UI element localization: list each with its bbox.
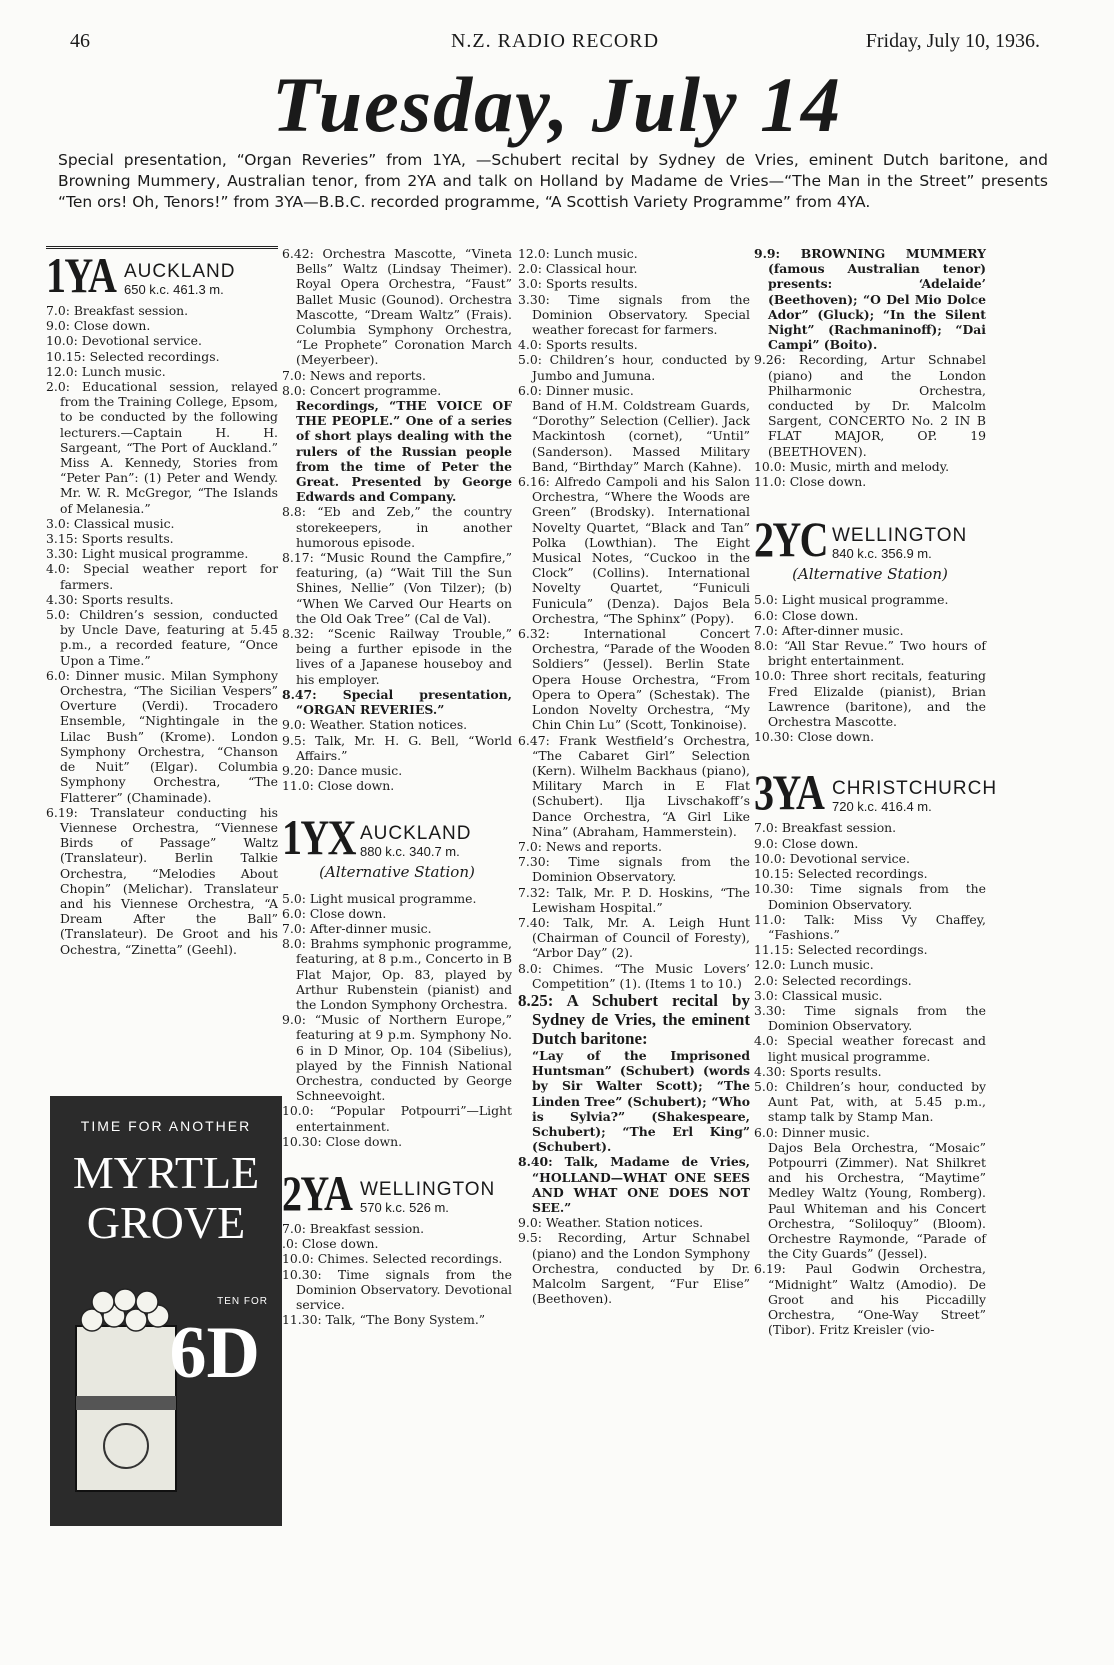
schedule-entry: 8.0: Concert programme. xyxy=(282,382,442,398)
schedule-entry: 12.0: Lunch music. xyxy=(518,246,638,261)
schedule-entry: 4.0: Sports results. xyxy=(518,337,638,353)
station-header-3ya xyxy=(754,764,998,821)
schedule-entry: 2.0: Selected recordings. xyxy=(754,972,912,988)
station-city: CHRISTCHURCH xyxy=(832,778,998,800)
schedule-entry: 11.0: Close down. xyxy=(754,474,867,490)
schedule-entry: 8.32: “Scenic Railway Trouble,” being a further episode in the lives of a Japanese houseboy and his employer. xyxy=(282,626,512,687)
dinner-music-list: Band of H.M. Coldstream Guards, “Dorothy” Selection (Cellier). Jack Mackintosh (cornet), “Until” (Sanderson). Massed Military Band, “Birthday” March (Kahne). xyxy=(532,398,750,474)
ad-tagline: TIME FOR ANOTHER xyxy=(80,1118,252,1134)
schedule-entry: 7.0: Breakfast session. xyxy=(282,1220,425,1236)
schedule-entry: 10.15: Selected recordings. xyxy=(46,348,220,364)
schedule-entry: 12.0: Lunch music. xyxy=(46,363,166,379)
issue-date: Friday, July 10, 1936. xyxy=(865,30,1040,52)
schedule-entry: 8.40: Talk, Madame de Vries, “HOLLAND—WHAT ONE SEES AND WHAT ONE DOES NOT SEE.” xyxy=(518,1154,750,1215)
schedule-entry: 4.0: Special weather forecast and light musical programme. xyxy=(754,1033,986,1064)
schedule-entry: 9.20: Dance music. xyxy=(282,762,403,778)
schedule-entry: 7.30: Time signals from the Dominion Observatory. xyxy=(518,854,750,885)
schedule-entry: 2.0: Educational session, relayed from the Training College, Epsom, to be conducted by the following lecturers.—Captain H. H. Sargeant, “The Port of Auckland.” Miss A. Kennedy, Stories from “Peter Pan”: (1) Peter and Wendy. Mr. W. R. McGregor, “The Islands of Melanesia.” xyxy=(46,379,278,516)
schedule-entry: 8.0: Brahms symphonic programme, featuring, at 8 p.m., Concerto in B Flat Major, Op. 83, played by Arthur Rubenstein (pianist) and the London Symphony Orchestra. xyxy=(282,936,512,1012)
schedule-1ya xyxy=(46,303,278,957)
schedule-entry: 6.47: Frank Westfield’s Orchestra, “The Cabaret Girl” Selection (Kern). Wilhelm Backhaus (piano), Military March in E Flat (Schubert). Ilja Livschakoff’s Dance Orchestra, “A Girl Like Nina” (Abraham, Hammerstein). xyxy=(518,732,750,839)
station-call-sign: 1YA xyxy=(46,247,116,303)
schedule-entry: 6.0: Close down. xyxy=(754,607,859,623)
schedule-entry: 10.30: Time signals from the Dominion Observatory. xyxy=(754,881,986,912)
myrtle-grove-advertisement xyxy=(50,1096,282,1526)
page-title: Tuesday, July 14 xyxy=(271,61,842,148)
station-frequency: 570 k.c. 526 m. xyxy=(360,1199,449,1215)
schedule-entry: 7.0: Breakfast session. xyxy=(46,303,189,318)
schedule-entry: 10.0: Devotional service. xyxy=(46,333,202,349)
station-city: WELLINGTON xyxy=(832,524,968,546)
schedule-entry: 7.40: Talk, Mr. A. Leigh Hunt (Chairman of Council of Foresty), “Arbor Day” (2). xyxy=(518,914,750,961)
schedule-entry: 6.42: Orchestra Mascotte, “Vineta Bells” Waltz (Lindsay Theimer). Royal Opera Orchestra, “Faust” Ballet Music (Gounod). Orchestra Mascotte, “Dream Waltz” (Frais). Columbia Symphony Orchestra, “Le Prophete” Coronation March (Meyerbeer). xyxy=(282,246,512,368)
schedule-entry: 3.0: Classical music. xyxy=(754,987,883,1003)
dinner-music-list: Dajos Bela Orchestra, “Mosaic” Potpourri (Zimmer). Nat Shilkret and his Orchestra, “Maytime” Medley Waltz (Young, Romberg). Paul Whiteman and his Concert Orchestra, “Soliloquy” (Bloom). Orchestre Raymonde, “Parade of the City Guards” (Jessel). xyxy=(768,1139,986,1262)
station-frequency: 650 k.c. 461.3 m. xyxy=(124,281,224,297)
station-call-sign: 2YC xyxy=(754,511,827,568)
schedule-entry: 6.0: Dinner music. xyxy=(754,1124,870,1140)
schedule-entry: 7.0: News and reports. xyxy=(518,838,662,854)
schedule-entry: 6.0: Dinner music. Milan Symphony Orchestra, “The Sicilian Vespers” Overture (Verdi). Trocadero Ensemble, “Nightingale in the Lilac Bush” (Krome). London Symphony Orchestra, “Chanson de Nuit” (Elgar). Columbia Symphony Orchestra, “The Flatterer” (Chaminade). xyxy=(46,667,278,805)
schedule-entry: 8.0: “All Star Revue.” Two hours of bright entertainment. xyxy=(754,638,986,669)
schedule-entry: 2.0: Classical hour. xyxy=(518,261,638,277)
station-header-2ya xyxy=(282,1164,512,1221)
schedule-entry: 10.0: Chimes. Selected recordings. xyxy=(282,1251,503,1267)
column-2 xyxy=(282,246,512,1327)
column-3 xyxy=(518,246,750,1306)
schedule-entry: 6.16: Alfredo Campoli and his Salon Orchestra, “Where the Woods are Green” (Brodsky). International Novelty Quartet, “Black and Tan” Polka (Lowthian). The Eight Musical Notes, “Cuckoo in the Clock” (Collins). International Novelty Quartet, “Funiculi Funicula” (Denza). Dajos Bela Orchestra, “The Sphinx” (Popy). xyxy=(518,474,750,626)
intro-paragraph: Special presentation, “Organ Reveries” from 1YA, —Schubert recital by Sydney de Vries, eminent Dutch baritone, and Browning Mummery, Australian tenor, from 2YA and talk on Holland by Madame de Vries—“The Man in the Street” presents “Ten ors! Oh, Tenors!” from 3YA—B.B.C. recorded programme, “A Scottish Variety Programme” from 4YA. xyxy=(58,151,1048,211)
schedule-entry: 9.0: Close down. xyxy=(754,835,859,851)
schedule-entry: 11.0: Talk: Miss Vy Chaffey, “Fashions.” xyxy=(754,911,986,942)
schedule-entry: 7.0: Breakfast session. xyxy=(754,820,897,836)
schedule-entry: 9.0: Weather. Station notices. xyxy=(282,717,468,733)
browning-mummery-recital: 9.9: BROWNING MUMMERY (famous Australian tenor) presents: ‘Adelaide’ (Beethoven); “O Del Mio Dolce Ador” (Gluck); “In the Silent Night” (Rachmaninoff); “Dai Campi” (Boito). xyxy=(754,246,986,353)
schedule-entry: 3.30: Light musical programme. xyxy=(46,546,249,562)
schedule-entry: 12.0: Lunch music. xyxy=(754,957,874,973)
schedule-entry: 6.19: Paul Godwin Orchestra, “Midnight” Waltz (Amodio). De Groot and his Piccadilly Orchestra, “One-Way Street” (Tibor). Fritz Kreisler (vio- xyxy=(754,1261,986,1338)
alternative-station-label: (Alternative Station) xyxy=(319,863,475,882)
schedule-entry: 8.0: Chimes. “The Music Lovers’ Competition” (1). (Items 1 to 10.) xyxy=(518,960,750,991)
schedule-entry: 10.15: Selected recordings. xyxy=(754,866,928,882)
station-city: AUCKLAND xyxy=(360,822,472,844)
schedule-entry: 10.30: Close down. xyxy=(754,729,875,745)
ad-price: 6D xyxy=(169,1312,260,1394)
schedule-entry: 10.0: Music, mirth and melody. xyxy=(754,458,950,474)
schedule-entry: 4.0: Special weather report for farmers. xyxy=(46,561,278,592)
station-city: WELLINGTON xyxy=(360,1178,496,1200)
station-header-1yx xyxy=(282,809,512,866)
schedule-entry: 9.0: Close down. xyxy=(46,318,151,334)
schedule-entry: 7.0: News and reports. xyxy=(282,367,426,383)
schedule-entry: 3.15: Sports results. xyxy=(46,531,174,547)
page-number: 46 xyxy=(70,30,90,52)
schedule-entry: 8.17: “Music Round the Campfire,” featuring, (a) “Wait Till the Sun Shines, Nellie” (Von Tilzer); (b) “When We Carved Our Hearts on the Old Oak Tree” (Cal de Val). xyxy=(282,550,512,626)
schedule-entry: 10.30: Close down. xyxy=(282,1133,403,1149)
schedule-entry: 9.26: Recording, Artur Schnabel (piano) and the London Philharmonic Orchestra, conducted by Dr. Malcolm Sargent, CONCERTO No. 2 IN B FLAT MAJOR, OP. 19 (BEETHOVEN). xyxy=(754,352,986,459)
station-frequency: 880 k.c. 340.7 m. xyxy=(360,844,460,860)
schedule-entry: 9.0: “Music of Northern Europe,” featuring at 9 p.m. Symphony No. 6 in D Minor, Op. 104 (Sibelius), played by the Finnish National Orchestra, conducted by George Schneevoight. xyxy=(282,1012,512,1104)
schedule-entry: 10.0: “Popular Potpourri”—Light entertainment. xyxy=(282,1103,512,1134)
schubert-recital-songs: “Lay of the Imprisoned Huntsman” (Schubert) (words by Sir Walter Scott); “The Linden Tree” (Schubert); “Who is Sylvia?” (Shakespeare, Schubert); “The Erl King” (Schubert). xyxy=(532,1047,750,1155)
column-1 xyxy=(46,246,278,957)
schedule-entry: 11.30: Talk, “The Bony System.” xyxy=(282,1312,486,1328)
schedule-entry: 10.0: Devotional service. xyxy=(754,850,910,866)
schedule-entry: 3.0: Sports results. xyxy=(518,276,638,292)
column-4 xyxy=(754,246,998,1338)
schedule-entry: 3.30: Time signals from the Dominion Observatory. xyxy=(754,1002,986,1034)
schedule-entry: 9.0: Weather. Station notices. xyxy=(518,1215,704,1231)
ad-brand-line-1: MYRTLE xyxy=(72,1147,260,1198)
schedule-entry: 9.5: Talk, Mr. H. G. Bell, “World Affairs.” xyxy=(282,732,512,763)
schedule-entry: 5.0: Light musical programme. xyxy=(754,592,949,608)
station-call-sign: 1YX xyxy=(282,809,355,866)
station-frequency: 840 k.c. 356.9 m. xyxy=(832,546,932,562)
schedule-entry: 6.0: Close down. xyxy=(282,905,387,921)
ad-brand-line-2: GROVE xyxy=(86,1197,246,1248)
schedule-entry: 6.19: Translateur conducting his Viennese Orchestra, “Viennese Birds of Passage” Waltz (Translateur). Berlin Talkie Orchestra, “Melodies About Chopin” (Melichar). Translateur and his Viennese Orchestra, “A Dream After the Ball” (Translateur). De Groot and his Ochestra, “Zinetta” (Geehl). xyxy=(46,804,278,957)
page-header xyxy=(70,30,1040,60)
schedule-entry: 5.0: Light musical programme. xyxy=(282,890,477,906)
schedule-entry: 7.32: Talk, Mr. P. D. Hoskins, “The Lewisham Hospital.” xyxy=(518,884,750,915)
schubert-recital-heading: 8.25: A Schubert recital by Sydney de Vries, the eminent Dutch baritone: xyxy=(518,990,750,1048)
schedule-entry: 3.30: Time signals from the Dominion Observatory. Special weather forecast for farmers. xyxy=(518,291,750,338)
station-header-2yc xyxy=(754,511,986,568)
ad-count: TEN FOR xyxy=(217,1296,268,1307)
schedule-entry: 8.47: Special presentation, “ORGAN REVERIES.” xyxy=(282,686,512,718)
station-header-1ya xyxy=(46,247,278,303)
schedule-entry: 6.32: International Concert Orchestra, “Parade of the Wooden Soldiers” (Jessel). Berlin State Opera House Orchestra, “From Opera to Opera” (Schestak). The London Novelty Orchestra, “My Chin Chin Lu” (Scott, Tonkinoise). xyxy=(518,626,750,733)
voice-of-people-feature: Recordings, “THE VOICE OF THE PEOPLE.” One of a series of short plays dealing with the rulers of the Russian people from the time of Peter the Great. Presented by George Edwards and Company. xyxy=(296,398,512,505)
schedule-entry: 9.5: Recording, Artur Schnabel (piano) and the London Symphony Orchestra, conducted by Dr. Malcolm Sargent, “Fur Elise” (Beethoven). xyxy=(518,1230,750,1307)
schedule-entry: 5.0: Children’s session, conducted by Uncle Dave, featuring at 5.45 p.m., a recorded feature, “Once Upon a Time.” xyxy=(46,607,278,668)
schedule-entry: 3.0: Classical music. xyxy=(46,515,175,531)
schedule-entry: 6.0: Dinner music. xyxy=(518,382,634,398)
schedule-entry: .0: Close down. xyxy=(282,1236,379,1252)
station-call-sign: 2YA xyxy=(282,1164,352,1221)
schedule-entry: 10.30: Time signals from the Dominion Observatory. Devotional service. xyxy=(282,1266,512,1312)
schedule-entry: 11.0: Close down. xyxy=(282,778,395,794)
schedule-entry: 4.30: Sports results. xyxy=(754,1063,882,1079)
schedule-entry: 11.15: Selected recordings. xyxy=(754,942,928,958)
publication-name: N.Z. RADIO RECORD xyxy=(450,30,660,52)
alternative-station-label: (Alternative Station) xyxy=(792,565,948,584)
station-call-sign: 3YA xyxy=(754,764,824,821)
schedule-entry: 5.0: Children’s hour, conducted by Jumbo and Jumuna. xyxy=(518,352,750,383)
schedule-entry: 8.8: “Eb and Zeb,” the country storekeepers, in another humorous episode. xyxy=(282,504,512,550)
schedule-entry: 10.0: Three short recitals, featuring Fred Elizalde (pianist), Brian Lawrence (baritone), and the Orchestra Mascotte. xyxy=(754,668,986,730)
station-city: AUCKLAND xyxy=(124,260,236,282)
schedule-entry: 5.0: Children’s hour, conducted by Aunt Pat, with, at 5.45 p.m., stamp talk by Stamp Man. xyxy=(754,1078,986,1125)
schedule-entry: 7.0: After-dinner music. xyxy=(282,920,432,936)
station-frequency: 720 k.c. 416.4 m. xyxy=(832,799,932,815)
schedule-entry: 7.0: After-dinner music. xyxy=(754,622,904,638)
schedule-entry: 4.30: Sports results. xyxy=(46,591,174,607)
